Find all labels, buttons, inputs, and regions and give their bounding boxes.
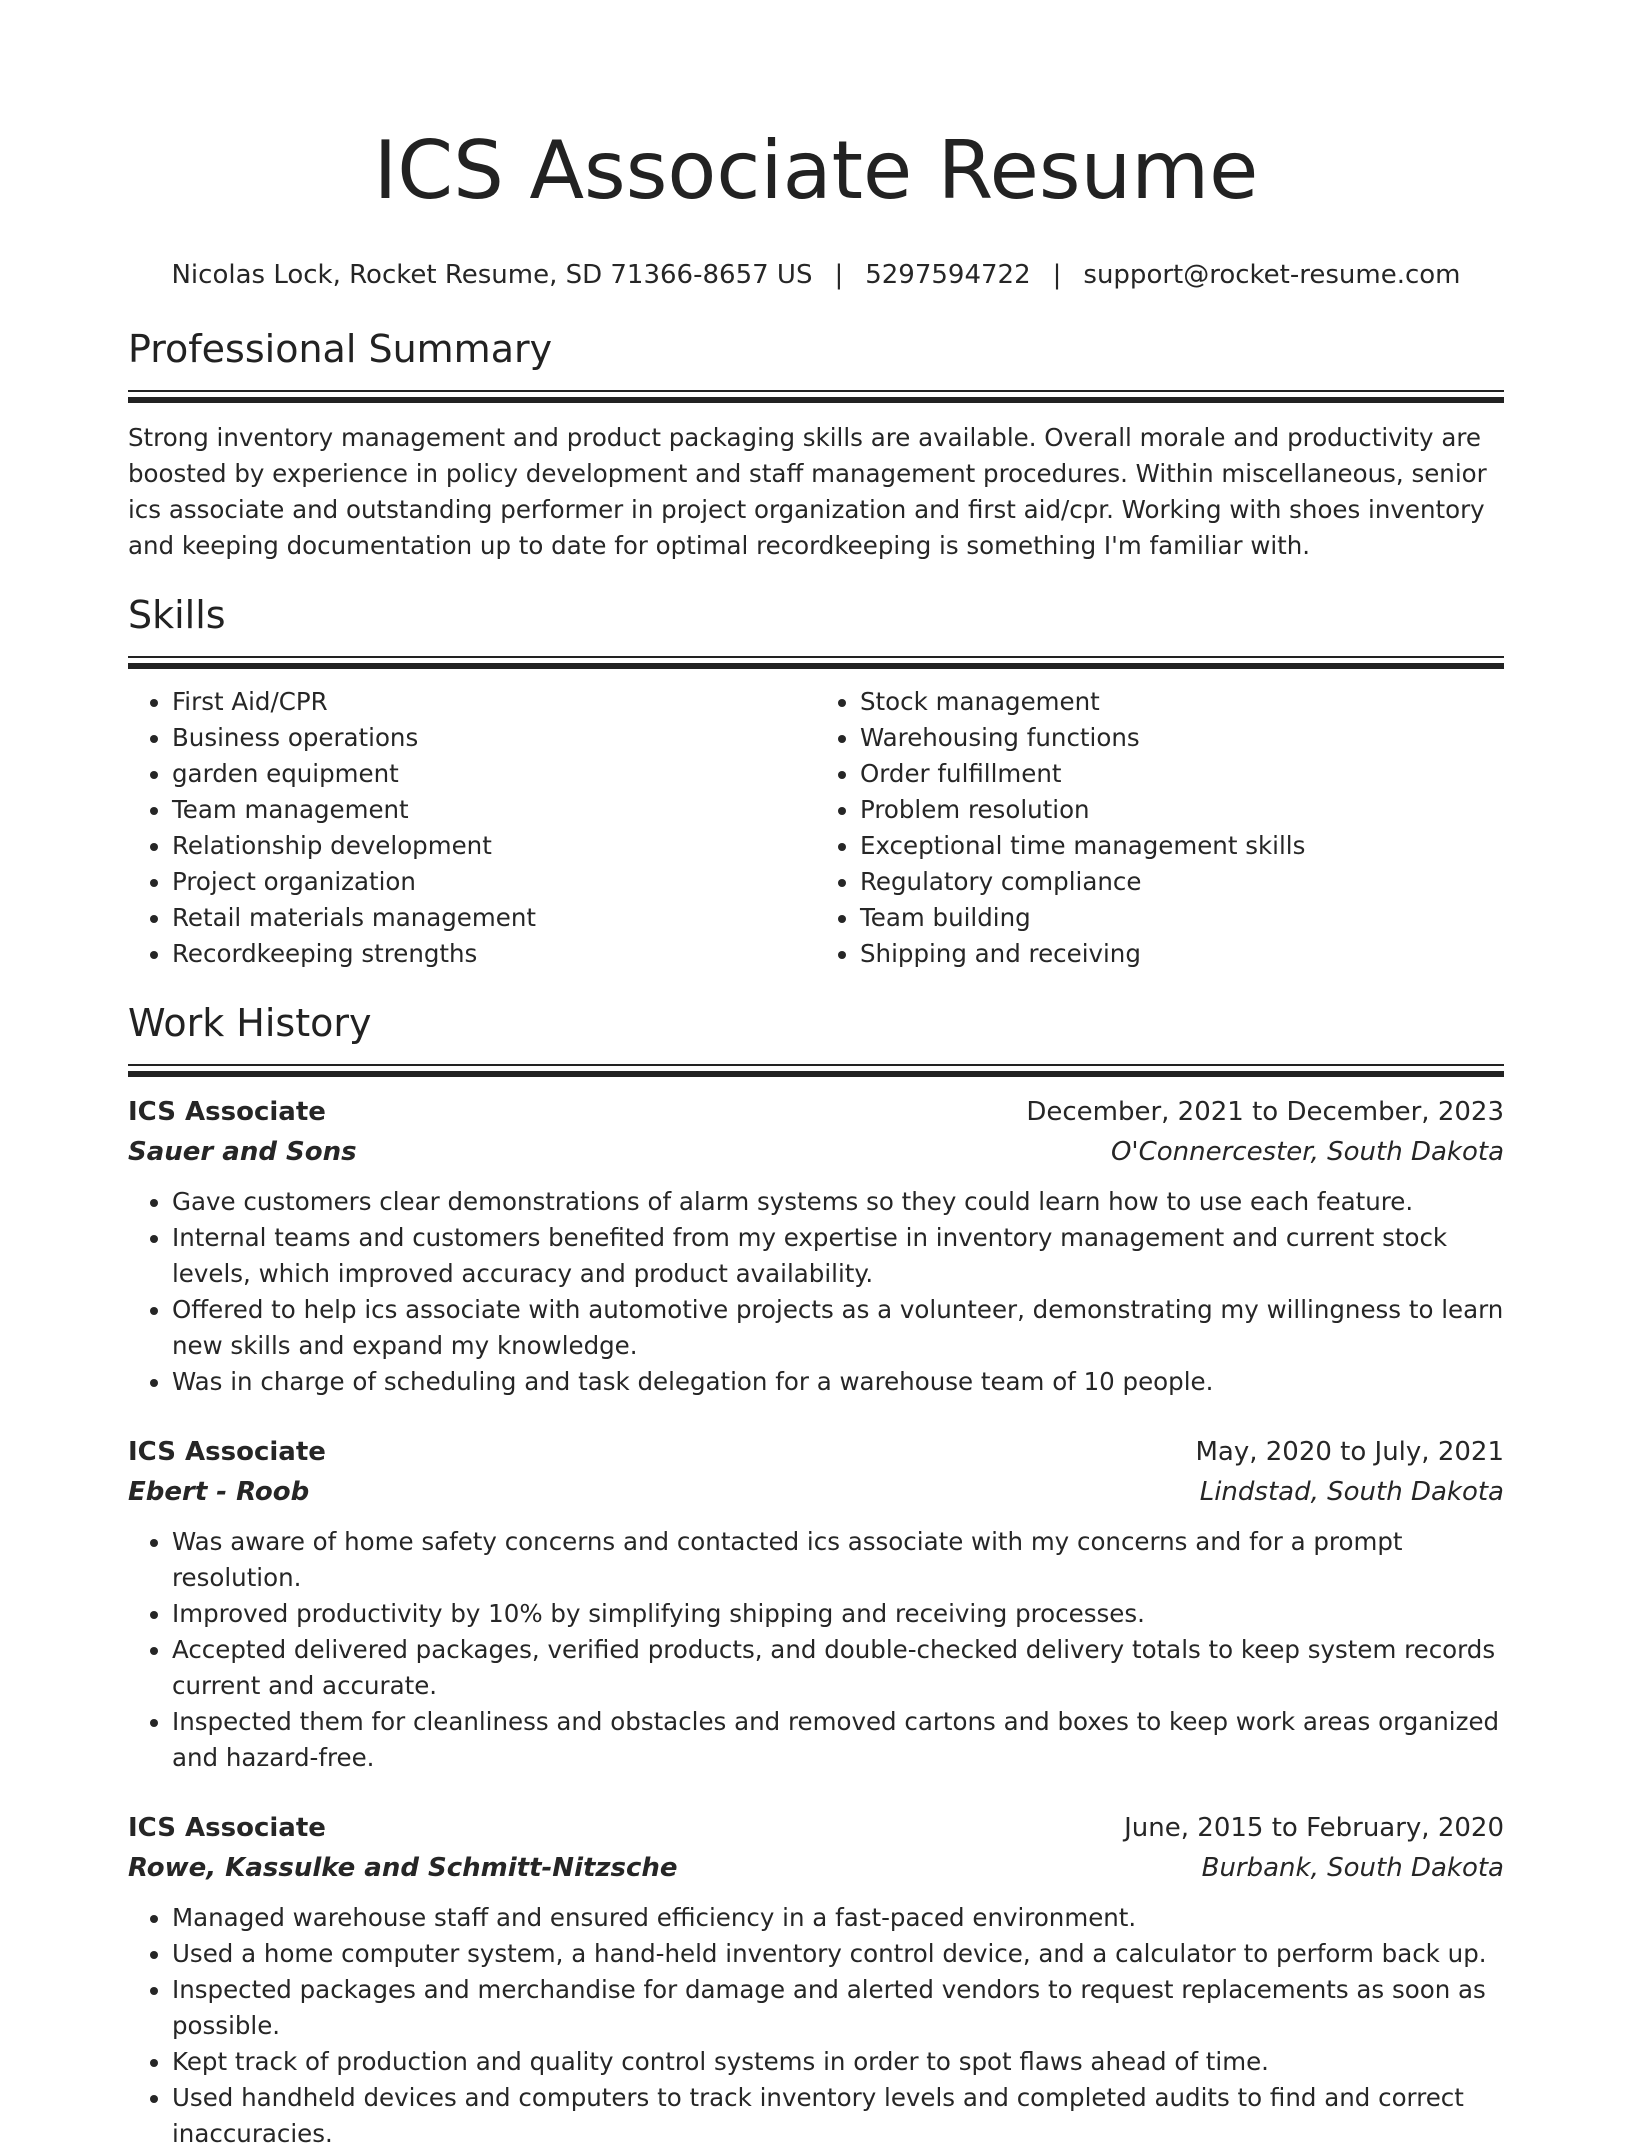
skills-columns [128,684,1504,972]
job-header [128,1094,1504,1130]
skill-item: • Business operations [172,720,816,756]
skill-item: • Retail materials management [172,900,816,936]
contact-address: Nicolas Lock, Rocket Resume, SD 71366-8657 US [171,260,813,290]
skill-item: • Team management [172,792,816,828]
job-subheader [128,1134,1504,1170]
job-bullet: • Kept track of production and quality control systems in order to spot flaws ahead of time. [172,2044,1504,2080]
job-bullet: • Gave customers clear demonstrations of alarm systems so they could learn how to use each feature. [172,1184,1504,1220]
summary-heading: Professional Summary [128,327,553,371]
job-bullets [128,1184,1504,1400]
job-company: Rowe, Kassulke and Schmitt-Nitzsche [128,1853,678,1883]
contact-email: support@rocket-resume.com [1083,260,1461,290]
work-history-section [128,1000,1504,2152]
job-company: Sauer and Sons [128,1137,357,1167]
job-bullet: • Improved productivity by 10% by simplifying shipping and receiving processes. [172,1596,1504,1632]
job-bullets [128,1900,1504,2152]
skill-item: • Project organization [172,864,816,900]
job-bullet: • Was in charge of scheduling and task delegation for a warehouse team of 10 people. [172,1364,1504,1400]
skill-item: • Recordkeeping strengths [172,936,816,972]
job-entry [128,1434,1504,1776]
skills-list-left [128,684,816,972]
skill-item: • Order fulfillment [860,756,1504,792]
skill-item: • Team building [860,900,1504,936]
job-bullet: • Inspected them for cleanliness and obstacles and removed cartons and boxes to keep work areas organized and hazard-free. [172,1704,1504,1776]
job-bullet: • Was aware of home safety concerns and contacted ics associate with my concerns and for a prompt resolution. [172,1524,1504,1596]
job-entry [128,1094,1504,1400]
job-bullet: • Accepted delivered packages, verified products, and double-checked delivery totals to keep system records current and accurate. [172,1632,1504,1704]
job-bullet: • Offered to help ics associate with automotive projects as a volunteer, demonstrating my willingness to learn new skills and expand my knowledge. [172,1292,1504,1364]
section-divider [128,1064,1504,1078]
skills-section [128,592,1504,972]
section-divider [128,390,1504,404]
job-bullet: • Used handheld devices and computers to track inventory levels and completed audits to find and correct inaccuracies. [172,2080,1504,2152]
skill-item: • Problem resolution [860,792,1504,828]
contact-separator: | [834,260,844,290]
skill-item: • First Aid/CPR [172,684,816,720]
job-bullet: • Managed warehouse staff and ensured efficiency in a fast-paced environment. [172,1900,1504,1936]
work-history-heading: Work History [128,1001,372,1045]
job-entry [128,1810,1504,2152]
job-location: Lindstad, South Dakota [1199,1477,1504,1507]
contact-phone: 5297594722 [865,260,1031,290]
job-title: ICS Associate [128,1097,326,1127]
skills-heading: Skills [128,593,226,637]
resume-title: ICS Associate Resume [373,124,1259,217]
job-bullet: • Inspected packages and merchandise for damage and alerted vendors to request replacements as soon as possible. [172,1972,1504,2044]
job-bullet: • Used a home computer system, a hand-held inventory control device, and a calculator to perform back up. [172,1936,1504,1972]
job-dates: May, 2020 to July, 2021 [1195,1437,1504,1467]
skill-item: • garden equipment [172,756,816,792]
skill-item: • Regulatory compliance [860,864,1504,900]
job-title: ICS Associate [128,1813,326,1843]
job-dates: June, 2015 to February, 2020 [1124,1813,1504,1843]
job-header [128,1434,1504,1470]
job-subheader [128,1850,1504,1886]
summary-text: Strong inventory management and product packaging skills are available. Overall morale and productivity are boosted by experience in policy development and staff management procedures. Within miscellaneous, senior ics associate and outstanding performer in project organization and first aid/cpr. Working with shoes inventory and keeping documentation up to date for optimal recordkeeping is something I'm familiar with. [128,423,1487,560]
skills-list-right [816,684,1504,972]
job-location: O'Connercester, South Dakota [1110,1137,1504,1167]
skill-item: • Shipping and receiving [860,936,1504,972]
section-divider [128,656,1504,670]
skill-item: • Warehousing functions [860,720,1504,756]
skill-item: • Relationship development [172,828,816,864]
contact-line [128,258,1504,292]
job-bullets [128,1524,1504,1776]
job-title: ICS Associate [128,1437,326,1467]
job-header [128,1810,1504,1846]
skill-item: • Exceptional time management skills [860,828,1504,864]
job-bullet: • Internal teams and customers benefited from my expertise in inventory management and current stock levels, which improved accuracy and product availability. [172,1220,1504,1292]
summary-section [128,326,1504,564]
job-location: Burbank, South Dakota [1201,1853,1504,1883]
skill-item: • Stock management [860,684,1504,720]
contact-separator: | [1052,260,1062,290]
job-company: Ebert - Roob [128,1477,310,1507]
job-subheader [128,1474,1504,1510]
job-dates: December, 2021 to December, 2023 [1026,1097,1504,1127]
